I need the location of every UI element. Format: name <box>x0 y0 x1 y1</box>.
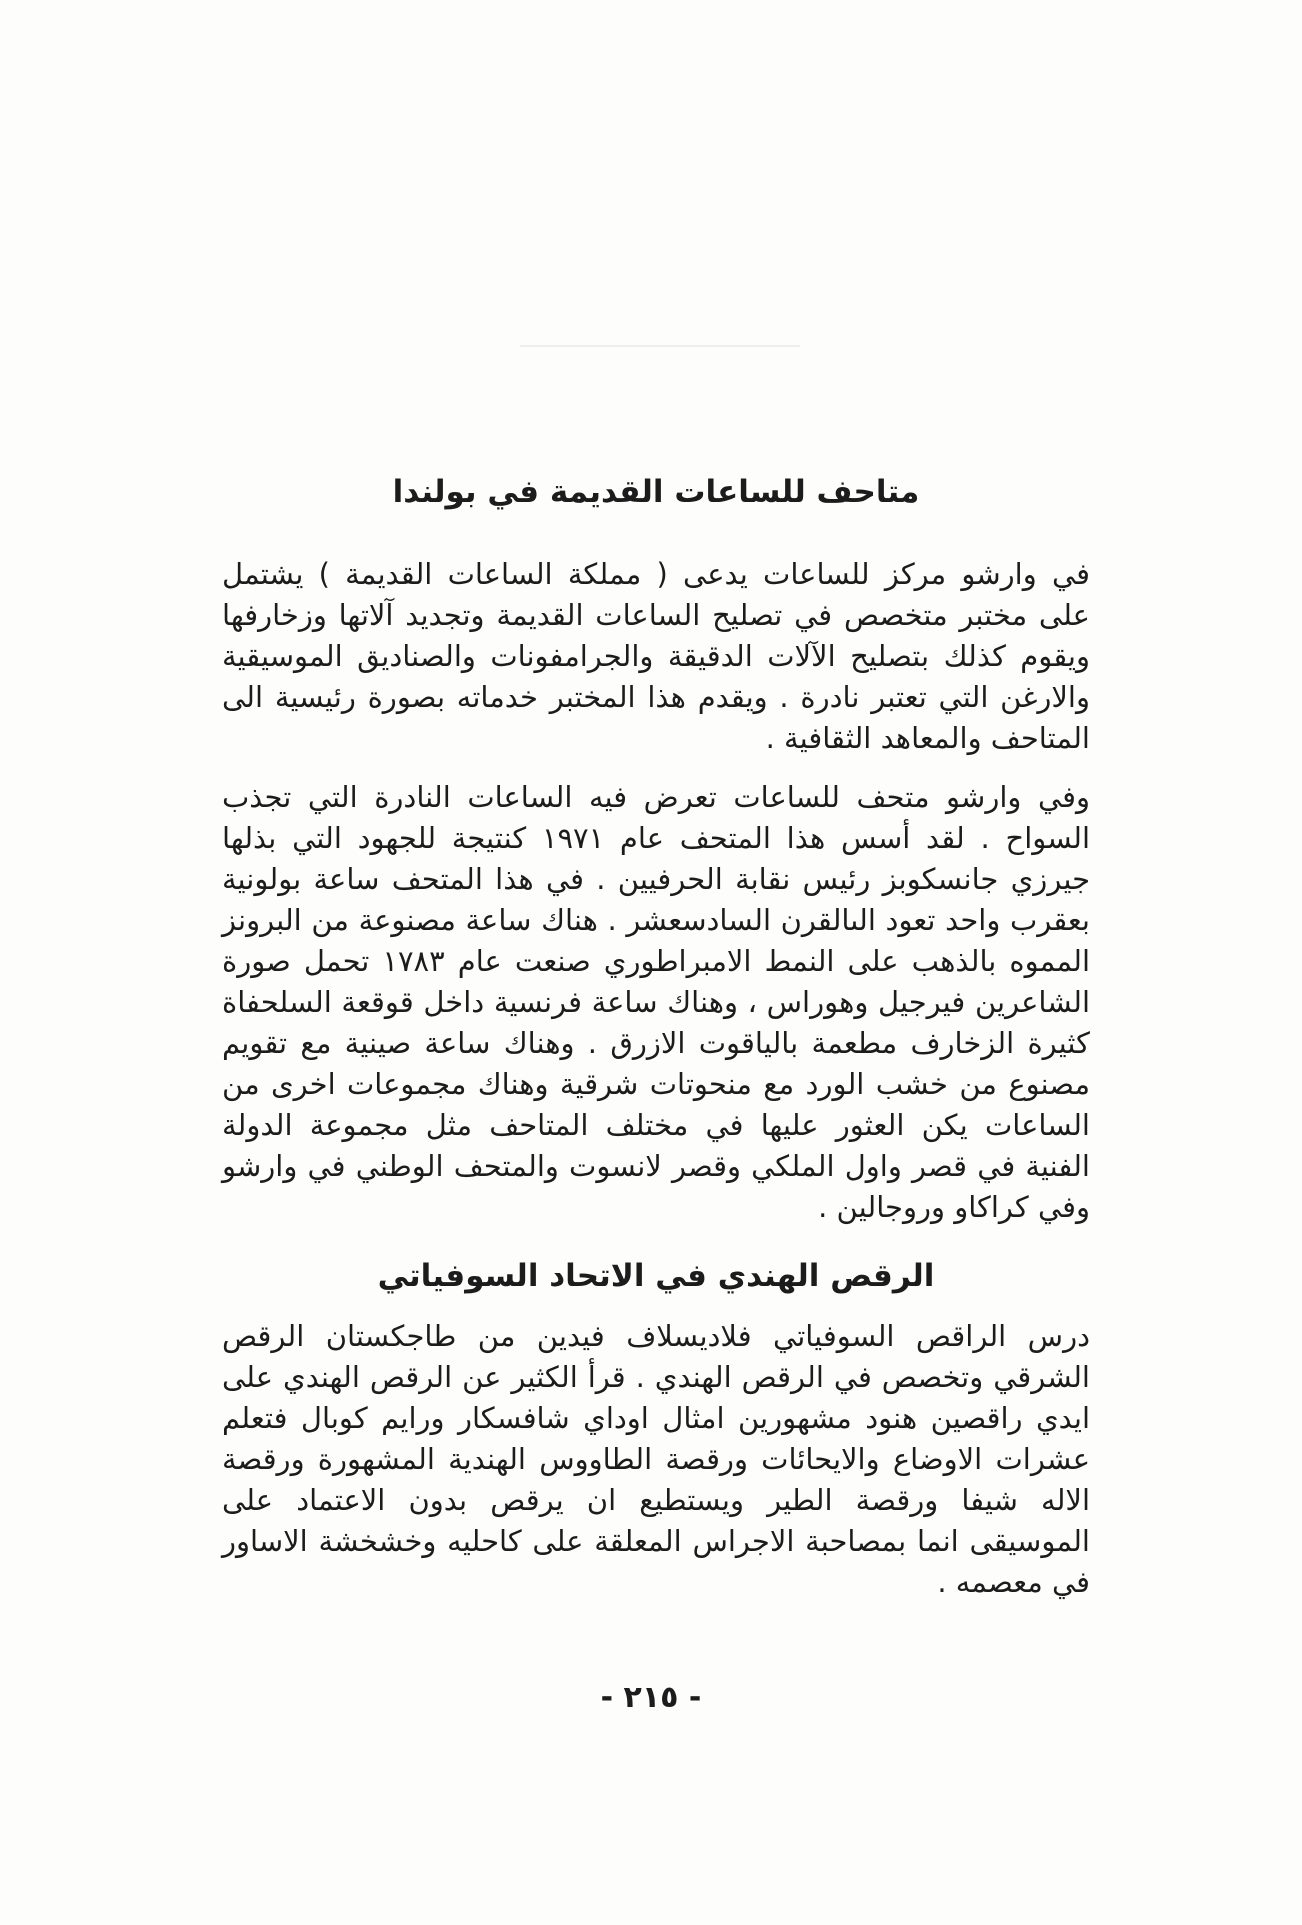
article-paragraph: درس الراقص السوفياتي فلاديسلاف فيدين من طاجكستان الرقص الشرقي وتخصص في الرقص الهندي . قرأ الكثير عن الرقص الهندي على ايدي راقصين هنود مشهورين امثال اوداي شافسكار ورايم كوبال فتعلم عشرات الاوضاع والايحائات ورقصة الطاووس الهندية المشهورة ورقصة الاله شيفا ورقصة الطير ويستطيع ان يرقص بدون الاعتماد على الموسيقى انما بمصاحبة الاجراس المعلقة على كاحليه وخشخشة الاساور في معصمه . <box>222 1319 1090 1599</box>
bleed-through-line <box>520 345 800 347</box>
article-paragraph: في وارشو مركز للساعات يدعى ( مملكة الساعات القديمة ) يشتمل على مختبر متخصص في تصليح الساعات القديمة وتجديد آلاتها وزخارفها ويقوم كذلك بتصليح الآلات الدقيقة والجرامفونات والصناديق الموسيقية والارغن التي تعتبر نادرة . ويقدم هذا المختبر خدماته بصورة رئيسية الى المتاحف والمعاهد الثقافية . <box>222 557 1090 755</box>
page-number: - ٢١٥ - <box>600 1680 702 1715</box>
article-paragraph: وفي وارشو متحف للساعات تعرض فيه الساعات النادرة التي تجذب السواح . لقد أسس هذا المتحف عام ١٩٧١ كنتيجة للجهود التي بذلها جيرزي جانسكوبز رئيس نقابة الحرفيين . في هذا المتحف ساعة بولونية بعقرب واحد تعود الىالقرن السادسعشر . هناك ساعة مصنوعة من البرونز المموه بالذهب على النمط الامبراطوري صنعت عام ١٧٨٣ تحمل صورة الشاعرين فيرجيل وهوراس ، وهناك ساعة فرنسية داخل قوقعة السلحفاة كثيرة الزخارف مطعمة بالياقوت الازرق . وهناك ساعة صينية مع تقويم مصنوع من خشب الورد مع منحوتات شرقية وهناك مجموعات اخرى من الساعات يكن العثور عليها في مختلف المتاحف مثل مجموعة الدولة الفنية في قصر واول الملكي وقصر لانسوت والمتحف الوطني في وارشو وفي كراكاو وروجالين . <box>222 780 1090 1224</box>
page-content <box>222 470 1090 1621</box>
article-title-dance: الرقص الهندي في الاتحاد السوفياتي <box>377 1258 935 1294</box>
article-title-clocks: متاحف للساعات القديمة في بولندا <box>392 474 920 510</box>
